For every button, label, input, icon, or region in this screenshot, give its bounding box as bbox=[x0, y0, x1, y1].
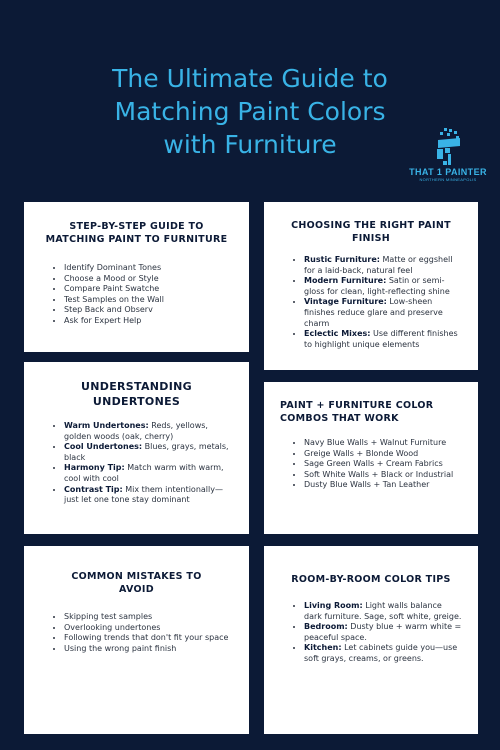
card-heading: PAINT + FURNITURE COLOR COMBOS THAT WORK bbox=[280, 400, 434, 424]
card-heading: COMMON MISTAKES TO AVOID bbox=[71, 571, 202, 595]
list-item: • Sage Green Walls + Cream Fabrics bbox=[304, 459, 462, 470]
logo-brand-name: THAT 1 PAINTER bbox=[409, 167, 487, 177]
card-heading: UNDERSTANDING UNDERTONES bbox=[81, 380, 192, 408]
list-item: • Cool Undertones: Blues, grays, metals, black bbox=[64, 442, 233, 463]
paint-finish-card bbox=[264, 202, 478, 370]
list-item: • Greige Walls + Blonde Wood bbox=[304, 449, 462, 460]
list-item: • Using the wrong paint finish bbox=[64, 644, 233, 655]
list-item: • Dusty Blue Walls + Tan Leather bbox=[304, 480, 462, 491]
title-line-2: Matching Paint Colors bbox=[114, 97, 386, 126]
list-item: • Compare Paint Swatche bbox=[64, 284, 233, 295]
list-item: • Navy Blue Walls + Walnut Furniture bbox=[304, 438, 462, 449]
logo-subtitle: NORTHERN MINNEAPOLIS bbox=[419, 177, 477, 182]
card-heading: CHOOSING THE RIGHT PAINT FINISH bbox=[291, 220, 451, 244]
list-item: • Step Back and Observ bbox=[64, 305, 233, 316]
undertones-card bbox=[24, 362, 249, 534]
mistakes-list bbox=[40, 612, 233, 654]
list-item: • Harmony Tip: Match warm with warm, cool with cool bbox=[64, 463, 233, 484]
list-item: • Kitchen: Let cabinets guide you—use soft grays, creams, or greens. bbox=[304, 643, 462, 664]
title-line-3: with Furniture bbox=[163, 130, 337, 159]
list-item: • Rustic Furniture: Matte or eggshell for a laid-back, natural feel bbox=[304, 255, 462, 276]
list-item: • Warm Undertones: Reds, yellows, golden woods (oak, cherry) bbox=[64, 421, 233, 442]
list-item: • Test Samples on the Wall bbox=[64, 295, 233, 306]
list-item: • Living Room: Light walls balance dark furniture. Sage, soft white, greige. bbox=[304, 601, 462, 622]
common-mistakes-card bbox=[24, 546, 249, 734]
paint-roller-logo-icon bbox=[434, 128, 462, 166]
title-line-1: The Ultimate Guide to bbox=[112, 64, 388, 93]
list-item: • Skipping test samples bbox=[64, 612, 233, 623]
list-item: • Modern Furniture: Satin or semi-gloss for clean, light-reflecting shine bbox=[304, 276, 462, 297]
list-item: • Vintage Furniture: Low-sheen finishes reduce glare and preserve charm bbox=[304, 297, 462, 329]
list-item: • Contrast Tip: Mix them intentionally—just let one tone stay dominant bbox=[64, 485, 233, 506]
color-combos-card bbox=[264, 382, 478, 534]
combos-list bbox=[280, 438, 462, 491]
room-tips-card bbox=[264, 546, 478, 734]
card-heading: ROOM-BY-ROOM COLOR TIPS bbox=[291, 574, 451, 585]
finish-list bbox=[280, 255, 462, 350]
step-by-step-card bbox=[24, 202, 249, 352]
list-item: • Ask for Expert Help bbox=[64, 316, 233, 327]
list-item: • Eclectic Mixes: Use different finishes to highlight unique elements bbox=[304, 329, 462, 350]
list-item: • Choose a Mood or Style bbox=[64, 274, 233, 285]
list-item: • Soft White Walls + Black or Industrial bbox=[304, 470, 462, 481]
list-item: • Overlooking undertones bbox=[64, 623, 233, 634]
list-item: • Bedroom: Dusty blue + warm white = peaceful space. bbox=[304, 622, 462, 643]
brand-logo bbox=[408, 128, 488, 182]
steps-list bbox=[40, 263, 233, 327]
list-item: • Following trends that don't fit your space bbox=[64, 633, 233, 644]
rooms-list bbox=[280, 601, 462, 665]
card-heading: STEP-BY-STEP GUIDE TO MATCHING PAINT TO FURNITURE bbox=[45, 221, 228, 245]
undertones-list bbox=[40, 421, 233, 506]
list-item: • Identify Dominant Tones bbox=[64, 263, 233, 274]
